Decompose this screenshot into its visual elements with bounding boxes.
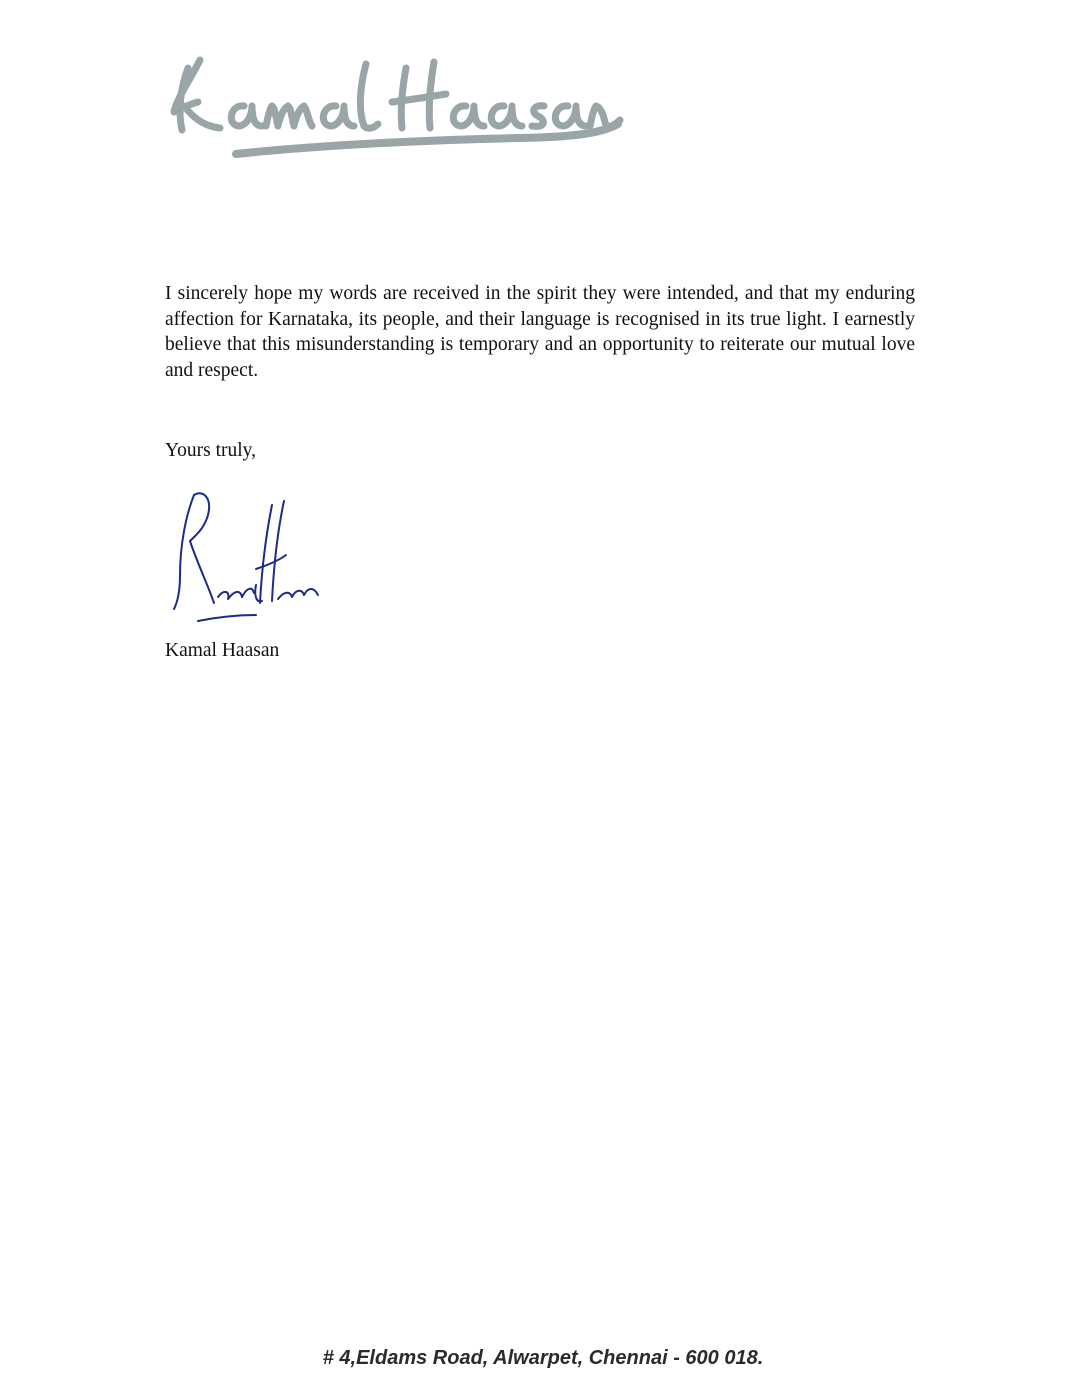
letterhead-logo xyxy=(160,50,630,170)
signatory-name: Kamal Haasan xyxy=(165,640,280,661)
footer-address: # 4,Eldams Road, Alwarpet, Chennai - 600 018. xyxy=(322,1347,764,1369)
handwritten-signature xyxy=(168,485,328,630)
letter-body: I sincerely hope my words are received in the spirit they were intended, and that my enduring affection for Karnataka, its people, and their language is recognised in its true light. I earnestly believe that this misunderstanding is temporary and an opportunity to reiterate our mutual love and respect. xyxy=(165,283,915,381)
letter-closing: Yours truly, xyxy=(165,440,257,461)
